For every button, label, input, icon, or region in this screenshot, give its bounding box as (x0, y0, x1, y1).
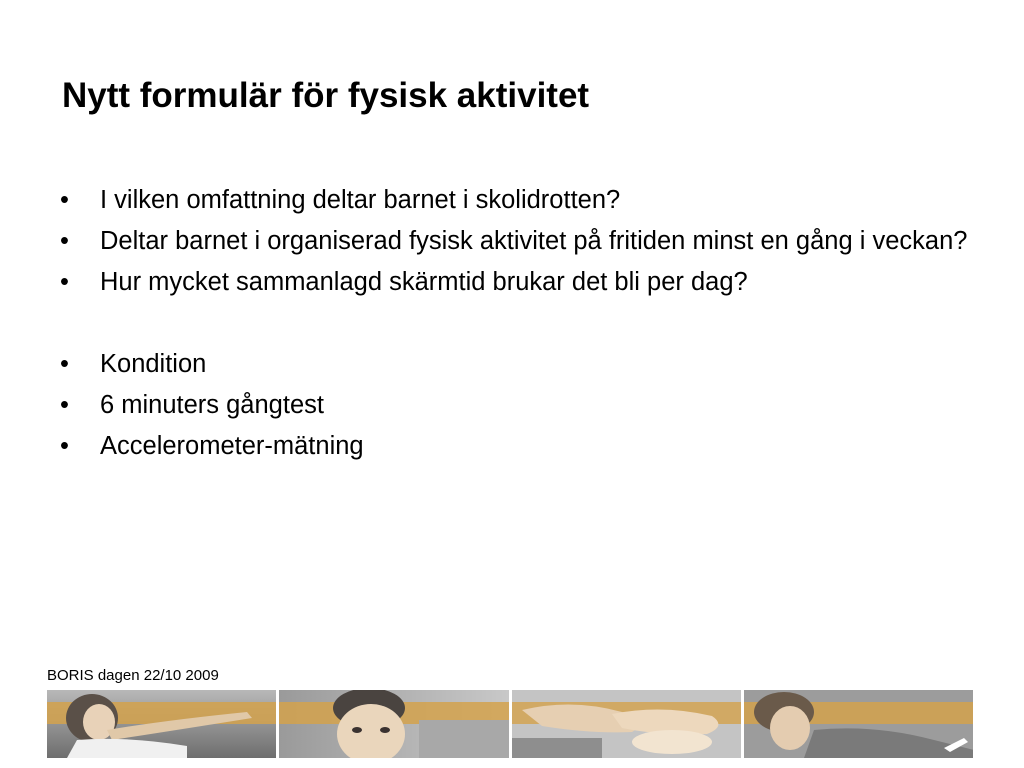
bullet-text: Kondition (100, 350, 207, 378)
bullet-list (60, 183, 980, 470)
bullet-item (60, 265, 980, 299)
bullet-marker: • (60, 186, 69, 214)
bullet-item (60, 388, 980, 422)
bullet-marker: • (60, 227, 69, 255)
bullet-marker: • (60, 432, 69, 460)
bullet-text: Hur mycket sammanlagd skärmtid brukar det bli per dag? (100, 268, 748, 296)
footer-text: BORIS dagen 22/10 2009 (47, 667, 219, 684)
photo-child-reaching (47, 690, 276, 758)
bullet-marker: • (60, 391, 69, 419)
bullet-item (60, 429, 980, 463)
photo-girl-smiling (744, 690, 973, 758)
slide-title: Nytt formulär för fysisk aktivitet (62, 76, 590, 115)
bullet-marker: • (60, 268, 69, 296)
bullet-item (60, 347, 980, 381)
bullet-item (60, 224, 980, 258)
bullet-item (60, 183, 980, 217)
bullet-text: Deltar barnet i organiserad fysisk aktivitet på fritiden minst en gång i veckan? (100, 227, 968, 255)
bullet-marker: • (60, 350, 69, 378)
photo-boy-face (279, 690, 508, 758)
photo-strip (47, 690, 973, 758)
photo-hands-feet (512, 690, 741, 758)
bullet-text: 6 minuters gångtest (100, 391, 324, 419)
bullet-text: Accelerometer-mätning (100, 432, 364, 460)
bullet-text: I vilken omfattning deltar barnet i skolidrotten? (100, 186, 621, 214)
